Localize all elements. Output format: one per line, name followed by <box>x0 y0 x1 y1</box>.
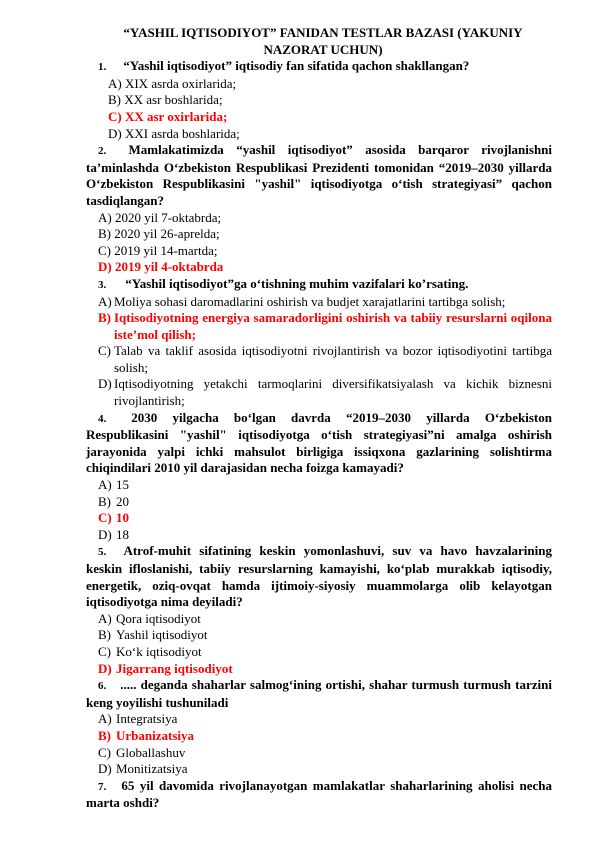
option-letter: B) <box>98 727 111 743</box>
option-letter: D) <box>98 526 112 542</box>
question-number: 2. <box>98 145 107 158</box>
question-number: 3. <box>98 278 107 291</box>
option-b: B) XX asr boshlarida; <box>108 92 223 108</box>
question-7 <box>86 778 552 812</box>
option-text: Iqtisodiyotning yetakchi tarmoqlarini diversifikatsiyalash va kichik biznesni rivojlantirish; <box>114 376 552 409</box>
option-letter: B) <box>98 627 111 643</box>
option-a <box>98 477 552 494</box>
question-5 <box>86 543 552 610</box>
question-text: 2030 yilgacha bo‘lgan davrda “2019–2030 yillarda O‘zbekiston Respublikasini "yashil" iqtisodiyotga o‘tish strategiyasi”ni amalga oshirish jarayonida yalpi ichki mahsulot birligiga issiqxona gazlarining solishtirma chiqindilari 2010 yil darajasidan necha foizga kamayadi? <box>86 409 552 476</box>
question-3 <box>86 276 552 294</box>
option-d <box>98 527 552 544</box>
option-text: Urbanizatsiya <box>116 727 194 743</box>
question-number: 7. <box>98 780 107 793</box>
option-d-correct: D) 2019 yil 4-oktabrda <box>98 259 224 275</box>
option-d: D) XXI asrda boshlarida; <box>108 125 240 141</box>
option-text: Iqtisodiyotning energiya samaradorligini oshirish va tabiiy resurslarni oqilona iste’mol qilish; <box>114 310 552 342</box>
option-text: Ko‘k iqtisodiyot <box>116 643 202 659</box>
option-text: Talab va taklif asosida iqtisodiyotni rivojlantirish va bozor iqtisodiyotini tartibga solish; <box>114 343 552 375</box>
option-b-correct <box>98 310 552 343</box>
option-letter: C) <box>98 643 111 659</box>
question-number: 1. <box>98 61 107 74</box>
page-title: “YASHIL IQTISODIYOT” FANIDAN TESTLAR BAZASI (YAKUNIY NAZORAT UCHUN) <box>123 25 523 57</box>
option-text: Yashil iqtisodiyot <box>116 627 208 643</box>
option-text: 18 <box>116 526 129 542</box>
option-b-correct <box>98 728 552 745</box>
option-letter: C) <box>98 510 112 526</box>
question-4 <box>86 410 552 477</box>
option-c <box>98 745 552 762</box>
option-text: Globallashuv <box>116 744 186 760</box>
option-letter: A) <box>98 477 112 493</box>
option-a <box>98 611 552 628</box>
option-c: C) 2019 yil 14-martda; <box>98 242 218 258</box>
option-text: Moliya sohasi daromadlarini oshirish va budjet xarajatlarini tartibga solish; <box>114 293 506 309</box>
option-text: Integratsiya <box>116 711 178 727</box>
option-letter: D) <box>98 376 112 392</box>
question-text: “Yashil iqtisodiyot”ga o‘tishning muhim vazifalari ko’rsating. <box>125 275 469 291</box>
option-letter: D) <box>98 761 112 777</box>
option-b <box>98 494 552 511</box>
option-text: Jigarrang iqtisodiyot <box>116 660 233 676</box>
option-letter: C) <box>98 343 111 359</box>
question-1 <box>86 58 552 76</box>
option-a <box>98 294 552 311</box>
question-number: 6. <box>98 680 107 693</box>
question-number: 5. <box>98 546 107 559</box>
option-letter: A) <box>98 711 112 727</box>
question-text: “Yashil iqtisodiyot” iqtisodiy fan sifatida qachon shakllangan? <box>123 58 470 74</box>
option-a: A) XIX asrda oxirlarida; <box>108 75 237 91</box>
question-6 <box>86 677 552 711</box>
option-a: A) 2020 yil 7-oktabrda; <box>98 209 222 225</box>
option-c <box>98 644 552 661</box>
option-a <box>98 711 552 728</box>
question-text: 65 yil davomida rivojlanayotgan mamlakatlar shaharlarining aholisi necha marta oshdi? <box>86 777 552 811</box>
option-c-correct <box>98 510 552 527</box>
option-letter: A) <box>98 610 112 626</box>
option-d <box>98 761 552 778</box>
option-letter: D) <box>98 660 112 676</box>
question-text: ..... deganda shaharlar salmog‘ining ortishi, shahar turmush turmush tarzini keng yoyilishi tushuniladi <box>86 677 552 710</box>
question-number: 4. <box>98 412 107 425</box>
option-text: 20 <box>116 493 129 509</box>
option-text: Qora iqtisodiyot <box>116 610 201 626</box>
question-text: Mamlakatimizda “yashil iqtisodiyot” asosida barqaror rivojlanishni ta’minlashda O‘zbekiston Respublikasi Prezidenti tomonidan “2019–2030 yillarda O‘zbekiston Respublikasini "yashil" iqtisodiyotga o‘tish strategiyasi” qachon tasdiqlangan? <box>86 142 553 208</box>
option-text: 15 <box>116 477 129 493</box>
option-c <box>98 343 552 376</box>
option-letter: C) <box>98 744 111 760</box>
option-b: B) 2020 yil 26-aprelda; <box>98 226 220 242</box>
option-text: Monitizatsiya <box>116 761 188 777</box>
option-c-correct: C) XX asr oxirlarida; <box>108 108 228 124</box>
question-text: Atrof-muhit sifatining keskin yomonlashuvi, suv va havo havzalarining keskin ifloslanishi, tabiiy resurslarning kamayishi, ko‘plab murakkab iqtisodiy, energetik, oziq-ovqat hamda ijtimoiy-siyosiy muammolarga olib kelayotgan iqtisodiyotga nima deyiladi? <box>86 543 552 610</box>
option-letter: A) <box>98 293 112 309</box>
option-d <box>98 376 552 409</box>
option-text: 10 <box>116 510 129 526</box>
option-letter: B) <box>98 310 111 326</box>
question-2 <box>86 142 552 209</box>
option-d-correct <box>98 661 552 678</box>
option-letter: B) <box>98 493 111 509</box>
option-b <box>98 627 552 644</box>
